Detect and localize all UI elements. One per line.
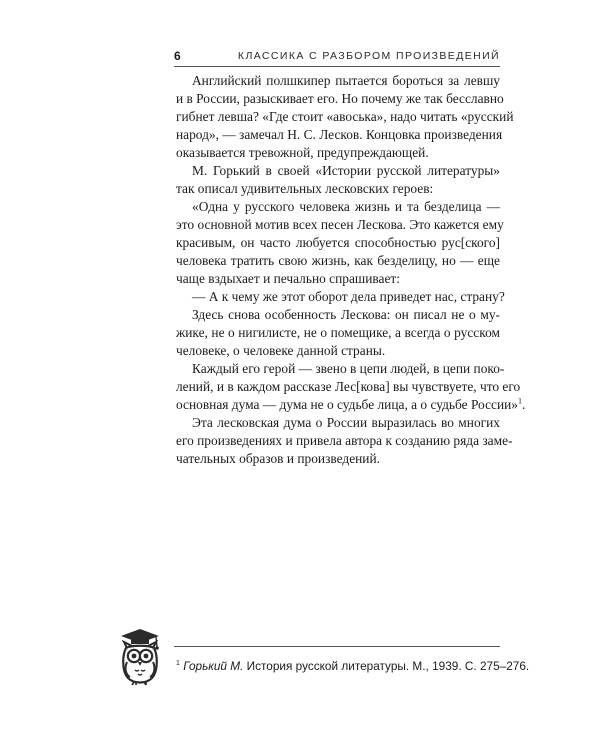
main-text <box>176 72 526 468</box>
text-line: и в России, разыскивает его. Но почему же так бесславно <box>176 91 504 106</box>
footnote-reference: 1 <box>518 396 522 406</box>
owl-with-graduation-cap-icon <box>116 626 164 686</box>
text-line: основная дума — дума не о судьбе лица, а о судьбе России»$^1$. <box>176 396 526 412</box>
footnote-marker: 1 <box>176 660 180 668</box>
footnote-divider <box>174 646 500 647</box>
text-line: Каждый его герой — звено в цепи людей, в цепи поко- <box>192 361 505 376</box>
text-line: М. Горький в своей «Истории русской литературы» <box>192 163 500 178</box>
text-line: народ», — замечал Н. С. Лесков. Концовка произведения <box>176 127 503 142</box>
footnote-author: Горький М. <box>183 659 244 673</box>
text-line: Эта лесковская дума о России выразилась во многих <box>192 415 500 430</box>
page-number: 6 <box>174 49 181 63</box>
page-header <box>174 49 500 63</box>
text-line: так описал удивительных лесковских героев: <box>176 181 434 196</box>
text-line: — А к чему же этот оборот дела приведет нас, страну? <box>192 289 505 304</box>
text-line: красивым, он часто любуется способностью рус[ского] <box>176 235 500 250</box>
header-divider <box>174 66 500 67</box>
text-line: лений, и в каждом рассказе Лес[кова] вы чувствуете, что его <box>176 379 521 394</box>
text-line: человеке, о человеке данной страны. <box>176 343 386 358</box>
running-title: КЛАССИКА С РАЗБОРОМ ПРОИЗВЕДЕНИЙ <box>237 50 500 62</box>
text-line: человека тратить свою жизнь, как безделицу, но — еще <box>176 253 500 268</box>
text-line: жике, не о нигилисте, не о помещике, а всегда о русском <box>176 325 500 340</box>
text-line: это основной мотив всех песен Лескова. Это кажется ему <box>176 217 504 232</box>
text-line: Здесь снова особенность Лескова: он писал не о му- <box>192 307 500 322</box>
footnote <box>176 659 530 673</box>
text-line: оказывается тревожной, предупреждающей. <box>176 145 429 160</box>
footnote-citation: История русской литературы. М., 1939. С. 275–276. <box>243 659 530 673</box>
text-line: гибнет левша? «Где стоит «авоська», надо читать «русский <box>176 109 514 124</box>
text-line: Английский полшкипер пытается бороться за левшу <box>192 73 500 88</box>
text-line: «Одна у русского человека жизнь и та безделица — <box>192 199 500 214</box>
text-line: чаще вздыхает и печально спрашивает: <box>176 271 400 286</box>
text-line: чательных образов и произведений. <box>176 451 380 466</box>
text-line: его произведениях и привела автора к созданию ряда заме- <box>176 433 513 448</box>
quote-end-text: основная дума — дума не о судьбе лица, а о судьбе России» <box>176 397 518 412</box>
